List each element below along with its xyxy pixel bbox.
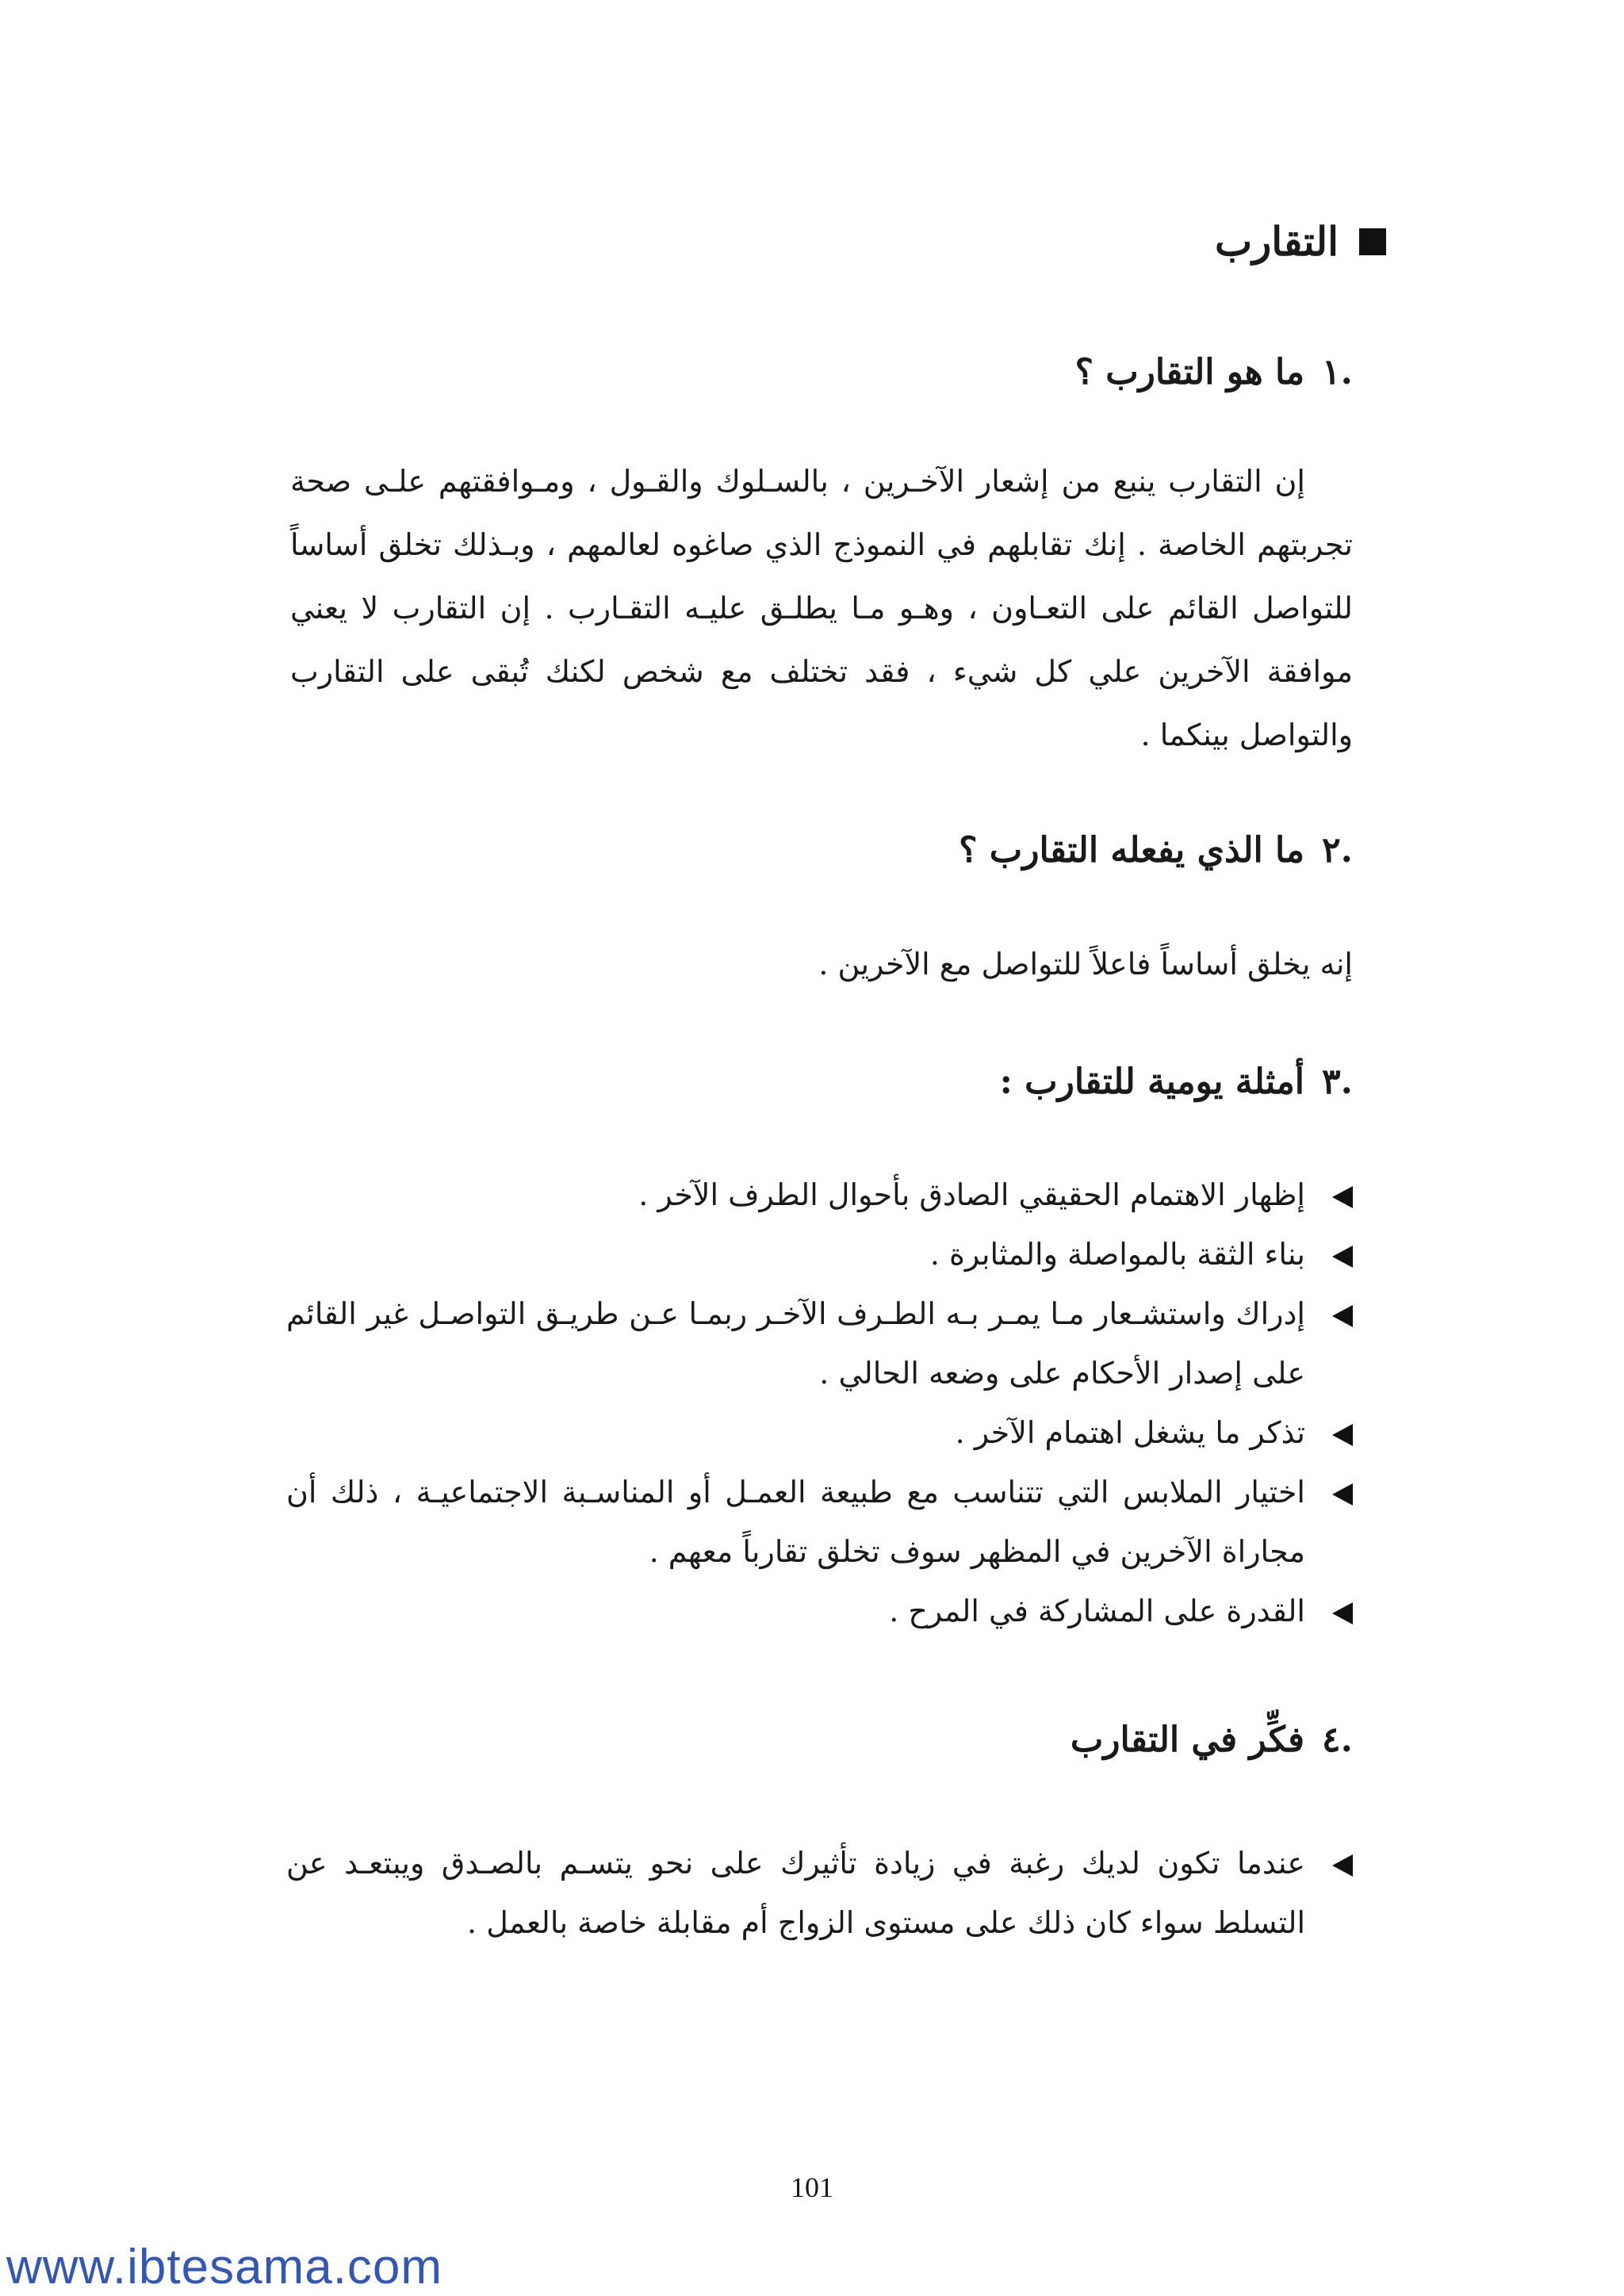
section-2-number: .٢ [1322,830,1353,871]
section-4-bullet-list [286,1834,1353,1953]
triangle-bullet-icon [1332,1305,1353,1327]
triangle-bullet-icon [1332,1424,1353,1446]
page-title [276,210,1386,274]
section-3-heading-text: أمثلة يومية للتقارب : [999,1062,1305,1102]
square-bullet-icon [1359,228,1386,255]
list-item: القدرة على المشاركة في المرح . [286,1582,1353,1641]
section-3-bullet-list [286,1165,1353,1641]
triangle-bullet-icon [1332,1854,1353,1877]
triangle-bullet-icon [1332,1483,1353,1506]
section-4-number: .٤ [1322,1720,1353,1760]
section-3-number: .٣ [1322,1062,1353,1102]
watermark: www.ibtesama.com [6,2240,443,2294]
section-1-number: .١ [1322,352,1353,392]
list-item: اختيار الملابس التي تتناسب مع طبيعة العمـل أو المناسـبة الاجتماعيـة ، ذلك أن مجاراة الآخرين في المظهر سوف تخلق تقارباً معهم . [286,1463,1353,1582]
section-2-paragraph: إنه يخلق أساساً فاعلاً للتواصل مع الآخرين . [818,947,1353,982]
list-item: إظهار الاهتمام الحقيقي الصادق بأحوال الطرف الآخر . [286,1165,1353,1225]
triangle-bullet-icon [1332,1246,1353,1268]
section-3-heading [243,1054,1353,1110]
list-item: تذكر ما يشغل اهتمام الآخر . [286,1403,1353,1463]
section-2-heading [243,823,1353,878]
page-number: 101 [791,2172,833,2203]
triangle-bullet-icon [1332,1602,1353,1624]
list-item: إدراك واستشـعار مـا يمـر بـه الطـرف الآخـر ربمـا عـن طريـق التواصـل غير القائم على إصدار الأحكام على وضعه الحالي . [286,1284,1353,1403]
section-1-heading [243,345,1353,400]
list-item: عندما تكون لديك رغبة في زيادة تأثيرك على نحو يتسـم بالصـدق ويبتعـد عن التسلط سواء كان ذلك على مستوى الزواج أم مقابلة خاصة بالعمل . [286,1834,1353,1953]
section-2-heading-text: ما الذي يفعله التقارب ؟ [959,830,1305,871]
list-item: بناء الثقة بالمواصلة والمثابرة . [286,1225,1353,1284]
section-4-heading [243,1712,1353,1768]
page-title-text: التقارب [1215,218,1339,265]
section-1-paragraph: إن التقارب ينبع من إشعار الآخـرين ، بالسـلوك والقـول ، ومـوافقتهم علـى صحة تجربتهم الخاصة . إنك تقابلهم في النموذج الذي صاغوه لعالمهم ، وبـذلك تخلق أساساً للتواصل القائم على التعـاون ، وهـو مـا يطلـق عليـه التقـارب . إن التقارب لا يعني موافقة الآخرين علي كل شيء ، فقد تختلف مع شخص لكنك تُبقى على التقارب والتواصل بينكما . [290,464,1353,752]
triangle-bullet-icon [1332,1186,1353,1208]
section-1-heading-text: ما هو التقارب ؟ [1074,352,1305,392]
section-4-heading-text: فكِّر في التقارب [1070,1720,1305,1760]
